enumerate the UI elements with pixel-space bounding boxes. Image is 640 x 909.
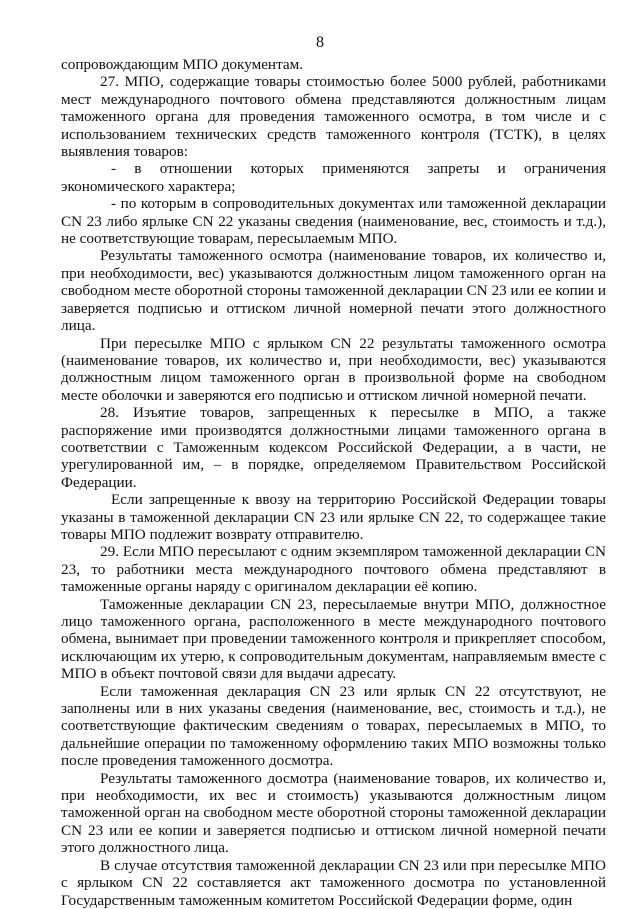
paragraph-missing-declaration: Если таможенная декларация CN 23 или ярлык CN 22 отсутствуют, не заполнены или в них указаны сведения (наименование, вес, стоимость и т.д.), не соответствующие фактическим сведениям о товарах, пересылаемых в МПО, то дальнейшие операции по таможенному оформлению таких МПО возможны только после проведения таможенного досмотра. <box>61 682 606 770</box>
paragraph-item-28: 28. Изъятие товаров, запрещенных к пересылке в МПО, а также распоряжение ими производятся должностными лицами таможенного органа в соответствии с Таможенным кодексом Российской Федерации, а в части, не урегулированной им, – в порядке, определяемом Правительством Российской Федерации. <box>61 404 606 491</box>
paragraph-inspection-results: Результаты таможенного осмотра (наименование товаров, их количество и, при необходимости, вес) указываются должностным лицом таможенного орган на свободном месте оборотной стороны таможенной декларации CN 23 или ее копии и заверяется подписью и оттиском личной номерной печати этого должностного лица. <box>61 247 606 335</box>
document-body <box>61 56 606 909</box>
paragraph-list-restrictions: - в отношении которых применяются запреты и ограничения экономического характера; <box>61 160 606 195</box>
page-number: 8 <box>316 34 324 51</box>
paragraph-item-27: 27. МПО, содержащие товары стоимостью более 5000 рублей, работниками мест международного почтового обмена представляются должностным лицам таможенного органа для проведения таможенного осмотра, в том числе и с использованием технических средств таможенного контроля (ТСТК), в целях выявления товаров: <box>61 73 606 161</box>
paragraph-list-mismatch: - по которым в сопроводительных документах или таможенной декларации CN 23 либо ярлыке CN 22 указаны сведения (наименование, вес, стоимость и т.д.), не соответствующие товарам, пересылаемым МПО. <box>61 195 606 248</box>
paragraph-declarations-inside: Таможенные декларации CN 23, пересылаемые внутри МПО, должностное лицо таможенного органа, расположенного в месте международного почтового обмена, вынимает при проведении таможенного контроля и прикрепляет способом, исключающим их утерю, к сопроводительным документам, направляемым вместе с МПО в объект почтовой связи для выдачи адресату. <box>61 595 606 683</box>
paragraph-examination-results: Результаты таможенного досмотра (наименование товаров, их количество и, при необходимости, их вес и стоимость) указываются должностным лицом таможенной орган на свободном месте оборотной стороны таможенной декларации CN 23 или ее копии и заверяется подписью и оттиском личной номерной печати этого должностного лица. <box>61 769 606 857</box>
paragraph-continuation: сопровождающим МПО документам. <box>61 56 304 73</box>
paragraph-cn22-results: При пересылке МПО с ярлыком CN 22 результаты таможенного осмотра (наименование товаров, их количество и, при необходимости, вес) указываются должностным лицом таможенного орган в произвольной форме на свободном месте оболочки и заверяются его подписью и оттиском личной номерной печати. <box>61 334 606 404</box>
paragraph-examination-act: В случае отсутствия таможенной декларации CN 23 или при пересылке МПО с ярлыком CN 22 составляется акт таможенного досмотра по установленной Государственным таможенным комитетом Российской Федерации форме, один <box>61 856 606 909</box>
paragraph-prohibited-return: Если запрещенные к ввозу на территорию Российской Федерации товары указаны в таможенной декларации CN 23 или ярлыке CN 22, то содержащее такие товары МПО подлежит возврату отправителю. <box>61 491 606 543</box>
paragraph-item-29: 29. Если МПО пересылают с одним экземпляром таможенной декларации CN 23, то работники места международного почтового обмена представляют в таможенные органы наряду с оригиналом декларации её копию. <box>61 543 606 596</box>
